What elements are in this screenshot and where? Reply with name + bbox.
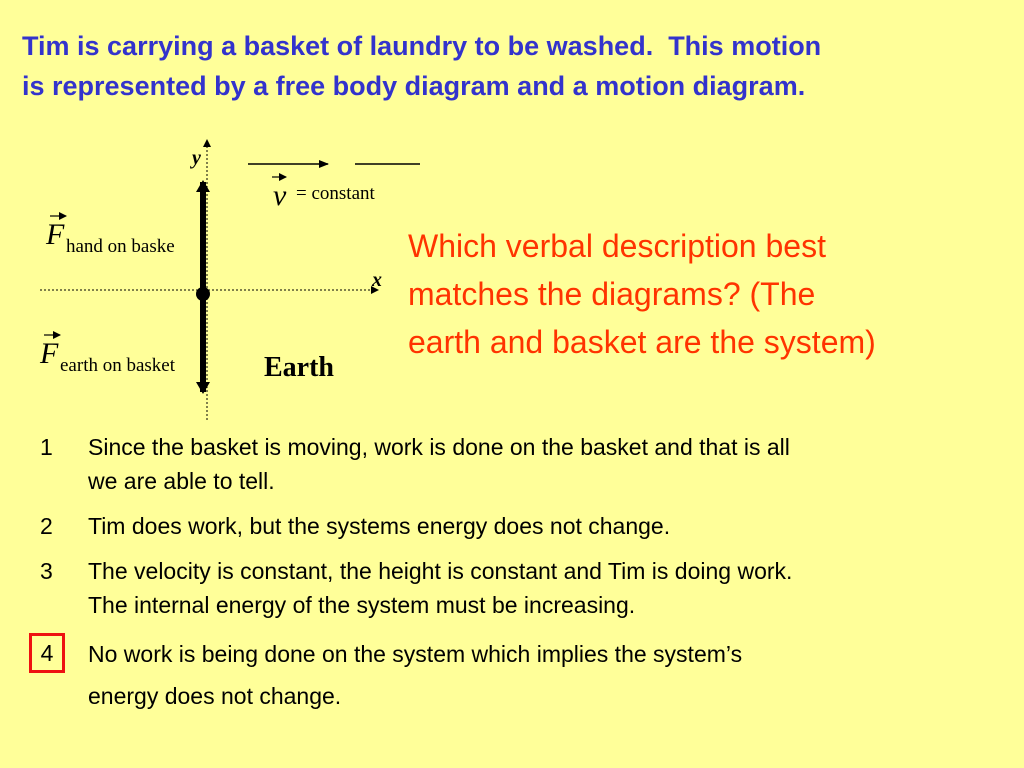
option-text: Tim does work, but the systems energy does not change. xyxy=(88,513,671,539)
selected-option-number: 4 xyxy=(29,633,65,673)
question-line: matches the diagrams? (The xyxy=(408,276,816,312)
answer-option[interactable] xyxy=(26,509,1006,543)
answer-option-selected[interactable] xyxy=(26,633,1006,717)
option-text: energy does not change. xyxy=(88,683,342,709)
free-body-diagram xyxy=(0,120,420,435)
title-line: is represented by a free body diagram and a motion diagram. xyxy=(22,71,806,101)
option-text: The internal energy of the system must be increasing. xyxy=(88,592,636,618)
title-line: Tim is carrying a basket of laundry to be washed. This motion xyxy=(22,31,822,61)
option-number: 2 xyxy=(40,513,53,539)
force-top-label: hand on baske xyxy=(66,236,175,257)
slide-title xyxy=(22,26,1012,106)
velocity-symbol: v xyxy=(273,179,287,212)
option-text: No work is being done on the system which implies the system’s xyxy=(88,641,743,667)
velocity-constant-label: = constant xyxy=(296,183,375,204)
option-text: Since the basket is moving, work is done on the basket and that is all xyxy=(88,434,790,460)
option-number: 3 xyxy=(40,558,53,584)
question-text xyxy=(408,222,1008,366)
x-axis-label: x xyxy=(372,269,382,291)
answer-option[interactable] xyxy=(26,430,1006,498)
option-number: 1 xyxy=(40,434,53,460)
force-symbol-top: F xyxy=(46,218,65,251)
question-line: Which verbal description best xyxy=(408,228,826,264)
option-text: The velocity is constant, the height is constant and Tim is doing work. xyxy=(88,558,793,584)
basket-dot xyxy=(196,287,210,301)
force-bottom-label: earth on basket xyxy=(60,355,176,376)
question-line: earth and basket are the system) xyxy=(408,324,876,360)
force-symbol-bottom: F xyxy=(40,337,59,370)
answer-option[interactable] xyxy=(26,554,1006,622)
y-axis-label: y xyxy=(192,147,201,169)
option-text: we are able to tell. xyxy=(88,468,275,494)
earth-label: Earth xyxy=(264,352,334,383)
answer-options xyxy=(26,430,1006,728)
